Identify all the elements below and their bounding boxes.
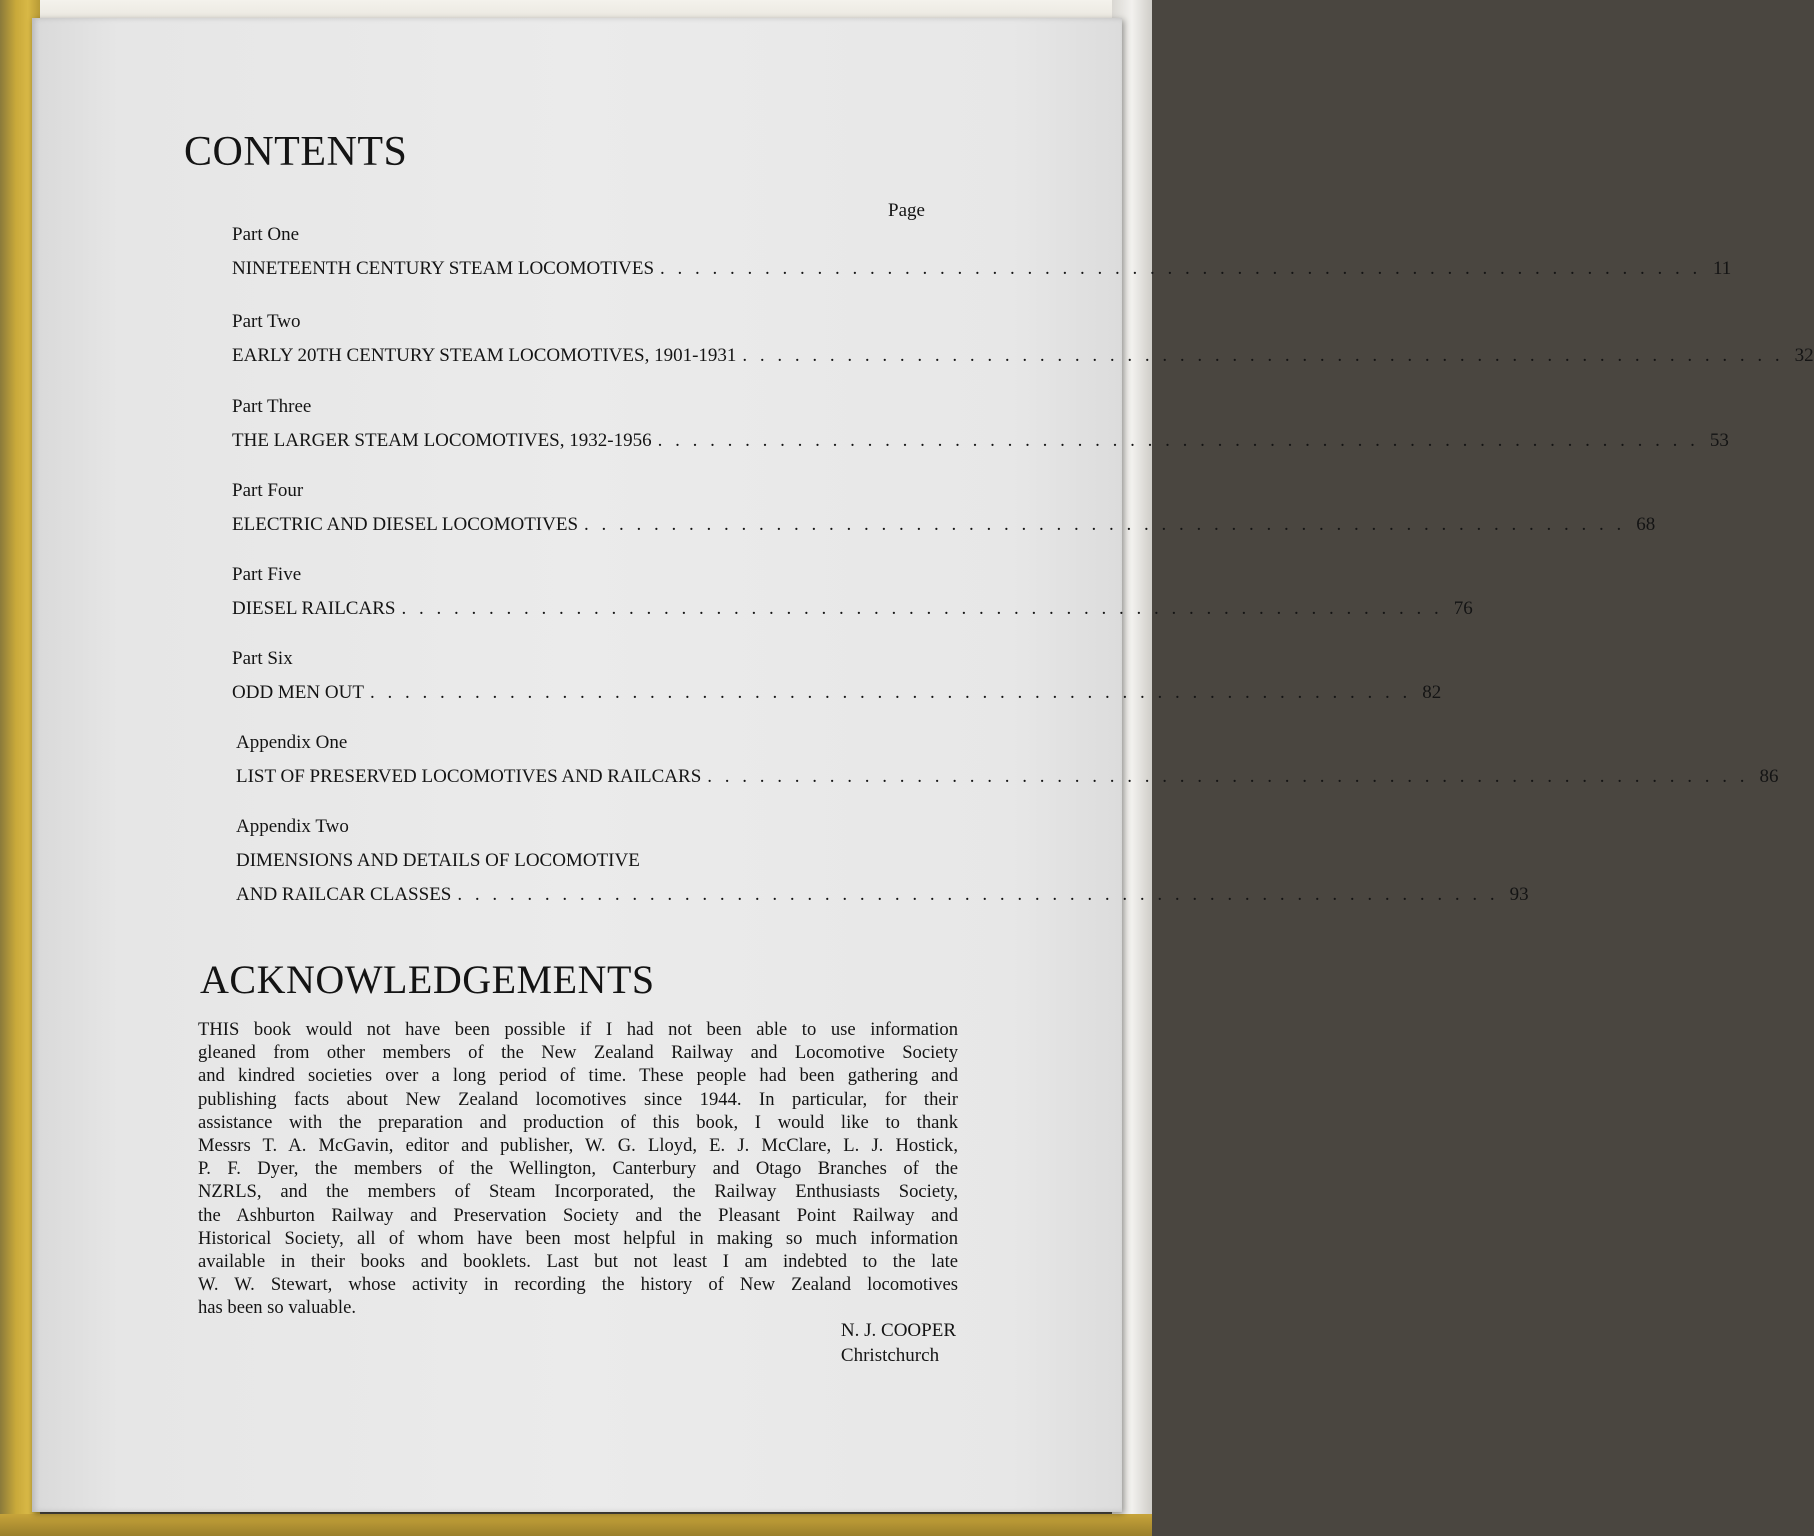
toc-leader-dots: . . . . . . . . . . . . . . . . . . . . . . . . . . . . . . . . . . . . . . . . . . . . . . . . . . . . . . . . . . . . (707, 766, 1749, 787)
toc-title: DIESEL RAILCARS (232, 598, 396, 619)
acknowledgement-line: P. F. Dyer, the members of the Wellington, Canterbury and Otago Branches of the (198, 1158, 958, 1180)
toc-part-label: Part Six (232, 648, 293, 669)
acknowledgement-line: and kindred societies over a long period of time. These people had been gathering and (198, 1065, 958, 1087)
toc-part-label: Part Four (232, 480, 304, 501)
acknowledgement-line: has been so valuable. (198, 1297, 356, 1319)
toc-title: LIST OF PRESERVED LOCOMOTIVES AND RAILCARS (236, 766, 702, 787)
toc-page-number: 32 (1794, 345, 1814, 366)
toc-title-line (232, 339, 1814, 373)
acknowledgement-line: available in their books and booklets. Last but not least I am indebted to the late (198, 1251, 958, 1273)
toc-page-number: 11 (1712, 258, 1732, 279)
toc-leader-dots: . . . . . . . . . . . . . . . . . . . . . . . . . . . . . . . . . . . . . . . . . . . . . . . . . . . . . . . . . . . . (660, 258, 1702, 279)
toc-page-number: 76 (1453, 598, 1473, 619)
book-cover-bottom-edge (0, 1514, 1152, 1536)
toc-title-line (232, 252, 1732, 286)
toc-entry (232, 642, 1442, 710)
toc-entry (236, 810, 1529, 912)
toc-title-line (232, 592, 1473, 626)
toc-part-label: Part Three (232, 396, 312, 417)
acknowledgement-line: publishing facts about New Zealand locomotives since 1944. In particular, for their (198, 1088, 958, 1110)
acknowledgement-line: the Ashburton Railway and Preservation Society and the Pleasant Point Railway and (198, 1204, 958, 1226)
contents-heading: CONTENTS (184, 129, 408, 175)
toc-leader-dots: . . . . . . . . . . . . . . . . . . . . . . . . . . . . . . . . . . . . . . . . . . . . . . . . . . . . . . . . . . . . (401, 598, 1443, 619)
toc-title-line (232, 508, 1656, 542)
toc-title: EARLY 20TH CENTURY STEAM LOCOMOTIVES, 1901-1931 (232, 345, 737, 366)
toc-part-label: Appendix One (236, 732, 348, 753)
signature-name: N. J. COOPER (840, 1320, 956, 1341)
book-page (32, 18, 1814, 1512)
acknowledgement-line: NZRLS, and the members of Steam Incorporated, the Railway Enthusiasts Society, (198, 1181, 958, 1203)
toc-part-label: Part One (232, 224, 300, 245)
toc-title-line (236, 878, 1529, 912)
toc-leader-dots: . . . . . . . . . . . . . . . . . . . . . . . . . . . . . . . . . . . . . . . . . . . . . . . . . . . . . . . . . . . . (742, 345, 1784, 366)
acknowledgement-line: THIS book would not have been possible if I had not been able to use information (198, 1019, 958, 1040)
toc-page-number: 68 (1636, 514, 1656, 535)
toc-part-label: Part Two (232, 311, 301, 332)
signature-block (841, 1318, 956, 1368)
toc-part-label: Appendix Two (236, 816, 349, 837)
toc-entry (232, 218, 1732, 286)
toc-entry (232, 474, 1656, 542)
toc-page-number: 53 (1709, 430, 1729, 451)
acknowledgements-text (198, 1018, 958, 1320)
toc-title: AND RAILCAR CLASSES (236, 884, 452, 905)
toc-title-line (236, 760, 1779, 794)
acknowledgement-line: gleaned from other members of the New Zealand Railway and Locomotive Society (198, 1042, 958, 1064)
toc-entry (232, 390, 1729, 458)
acknowledgement-line: Historical Society, all of whom have been most helpful in making so much information (198, 1227, 958, 1249)
toc-title-line (236, 844, 926, 878)
acknowledgement-line: W. W. Stewart, whose activity in recording the history of New Zealand locomotives (198, 1274, 958, 1296)
toc-title: NINETEENTH CENTURY STEAM LOCOMOTIVES (232, 258, 655, 279)
toc-page-number: 82 (1422, 682, 1442, 703)
toc-entry (236, 726, 1779, 794)
toc-title-line (232, 676, 1442, 710)
page-column-label: Page (888, 200, 925, 221)
toc-entry (232, 558, 1473, 626)
toc-page-number: 93 (1509, 884, 1529, 905)
acknowledgement-line: Messrs T. A. McGavin, editor and publisher, W. G. Lloyd, E. J. McClare, L. J. Hostick, (198, 1135, 958, 1157)
toc-part-label: Part Five (232, 564, 302, 585)
toc-title: DIMENSIONS AND DETAILS OF LOCOMOTIVE (236, 850, 640, 871)
toc-title-line (232, 424, 1729, 458)
toc-title: ELECTRIC AND DIESEL LOCOMOTIVES (232, 514, 579, 535)
toc-title: THE LARGER STEAM LOCOMOTIVES, 1932-1956 (232, 430, 652, 451)
acknowledgement-line: assistance with the preparation and production of this book, I would like to thank (198, 1111, 958, 1133)
signature-place: Christchurch (840, 1345, 940, 1366)
toc-entry (232, 305, 1814, 373)
toc-leader-dots: . . . . . . . . . . . . . . . . . . . . . . . . . . . . . . . . . . . . . . . . . . . . . . . . . . . . . . . . . . . . (657, 430, 1699, 451)
toc-title: ODD MEN OUT (232, 682, 364, 703)
toc-page-number: 86 (1759, 766, 1779, 787)
toc-leader-dots: . . . . . . . . . . . . . . . . . . . . . . . . . . . . . . . . . . . . . . . . . . . . . . . . . . . . . . . . . . . . (369, 682, 1412, 703)
toc-leader-dots: . . . . . . . . . . . . . . . . . . . . . . . . . . . . . . . . . . . . . . . . . . . . . . . . . . . . . . . . . . . . (584, 514, 1626, 535)
toc-leader-dots: . . . . . . . . . . . . . . . . . . . . . . . . . . . . . . . . . . . . . . . . . . . . . . . . . . . . . . . . . . . . (457, 884, 1499, 905)
acknowledgements-heading: ACKNOWLEDGEMENTS (200, 957, 655, 1002)
